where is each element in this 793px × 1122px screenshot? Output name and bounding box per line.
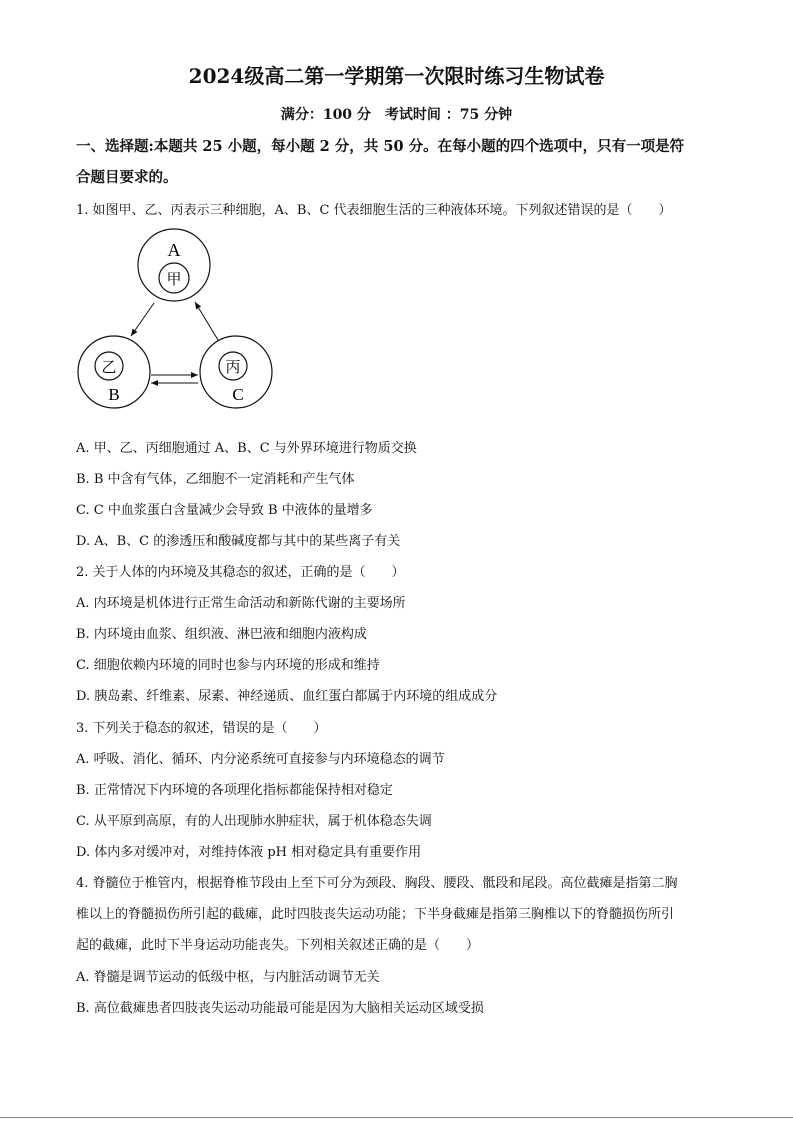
label-jia: 甲 — [166, 272, 182, 288]
q3-option-c: C. 从平原到高原，有的人出现肺水肿症状，属于机体稳态失调 — [76, 814, 432, 829]
label-C: C — [232, 385, 244, 404]
question-2-stem: 2. 关于人体的内环境及其稳态的叙述，正确的是（ ） — [76, 565, 405, 580]
question-1-stem: 1. 如图甲、乙、丙表示三种细胞，A、B、C 代表细胞生活的三种液体环境。下列叙述错误的是（ ） — [76, 203, 672, 218]
section-heading-cont: 合题目要求的。 — [76, 169, 178, 186]
page-title: 2024级高二第一学期第一次限时练习生物试卷 — [188, 64, 605, 88]
arrow-C-to-A — [195, 302, 218, 340]
label-bing: 丙 — [225, 360, 241, 376]
q4-option-b: B. 高位截瘫患者四肢丧失运动功能最可能是因为大脑相关运动区域受损 — [76, 1001, 484, 1016]
page-bottom-divider — [0, 1117, 793, 1118]
q1-option-d: D. A、B、C 的渗透压和酸碱度都与其中的某些离子有关 — [76, 534, 401, 549]
arrow-A-to-B — [131, 303, 154, 336]
q2-option-b: B. 内环境由血浆、组织液、淋巴液和细胞内液构成 — [76, 627, 367, 642]
q4-option-a: A. 脊髓是调节运动的低级中枢，与内脏活动调节无关 — [76, 970, 380, 985]
exam-info: 满分：100 分 考试时间 ：75 分钟 — [280, 107, 513, 123]
question-4-stem: 4. 脊髓位于椎管内，根据脊椎节段由上至下可分为颈段、胸段、腰段、骶段和尾段。高位截瘫是指第二胸 — [76, 876, 678, 891]
section-heading: 一、选择题:本题共 25 小题，每小题 2 分，共 50 分。在每小题的四个选项中，只有一项是符 — [76, 138, 685, 155]
question-3-stem: 3. 下列关于稳态的叙述，错误的是（ ） — [76, 721, 327, 736]
label-B: B — [108, 385, 120, 404]
q1-option-b: B. B 中含有气体，乙细胞不一定消耗和产生气体 — [76, 472, 355, 487]
q2-option-c: C. 细胞依赖内环境的同时也参与内环境的形成和维持 — [76, 658, 380, 673]
q1-option-c: C. C 中血浆蛋白含量减少会导致 B 中液体的量增多 — [76, 503, 373, 518]
q3-option-d: D. 体内多对缓冲对，对维持体液 pH 相对稳定具有重要作用 — [76, 845, 422, 860]
q3-option-a: A. 呼吸、消化、循环、内分泌系统可直接参与内环境稳态的调节 — [76, 752, 445, 767]
question-4-stem-cont: 椎以上的脊髓损伤所引起的截瘫，此时四肢丧失运动功能；下半身截瘫是指第三胸椎以下的脊髓损伤所引 — [76, 907, 675, 922]
q3-option-b: B. 正常情况下内环境的各项理化指标都能保持相对稳定 — [76, 783, 393, 798]
cell-environment-diagram — [70, 228, 280, 418]
q2-option-a: A. 内环境是机体进行正常生命活动和新陈代谢的主要场所 — [76, 596, 406, 611]
label-yi: 乙 — [101, 360, 117, 376]
question-4-stem-cont2: 起的截瘫，此时下半身运动功能丧失。下列相关叙述正确的是（ ） — [76, 938, 480, 953]
q1-option-a: A. 甲、乙、丙细胞通过 A、B、C 与外界环境进行物质交换 — [76, 441, 417, 456]
label-A: A — [167, 240, 181, 260]
q2-option-d: D. 胰岛素、纤维素、尿素、神经递质、血红蛋白都属于内环境的组成成分 — [76, 689, 498, 704]
